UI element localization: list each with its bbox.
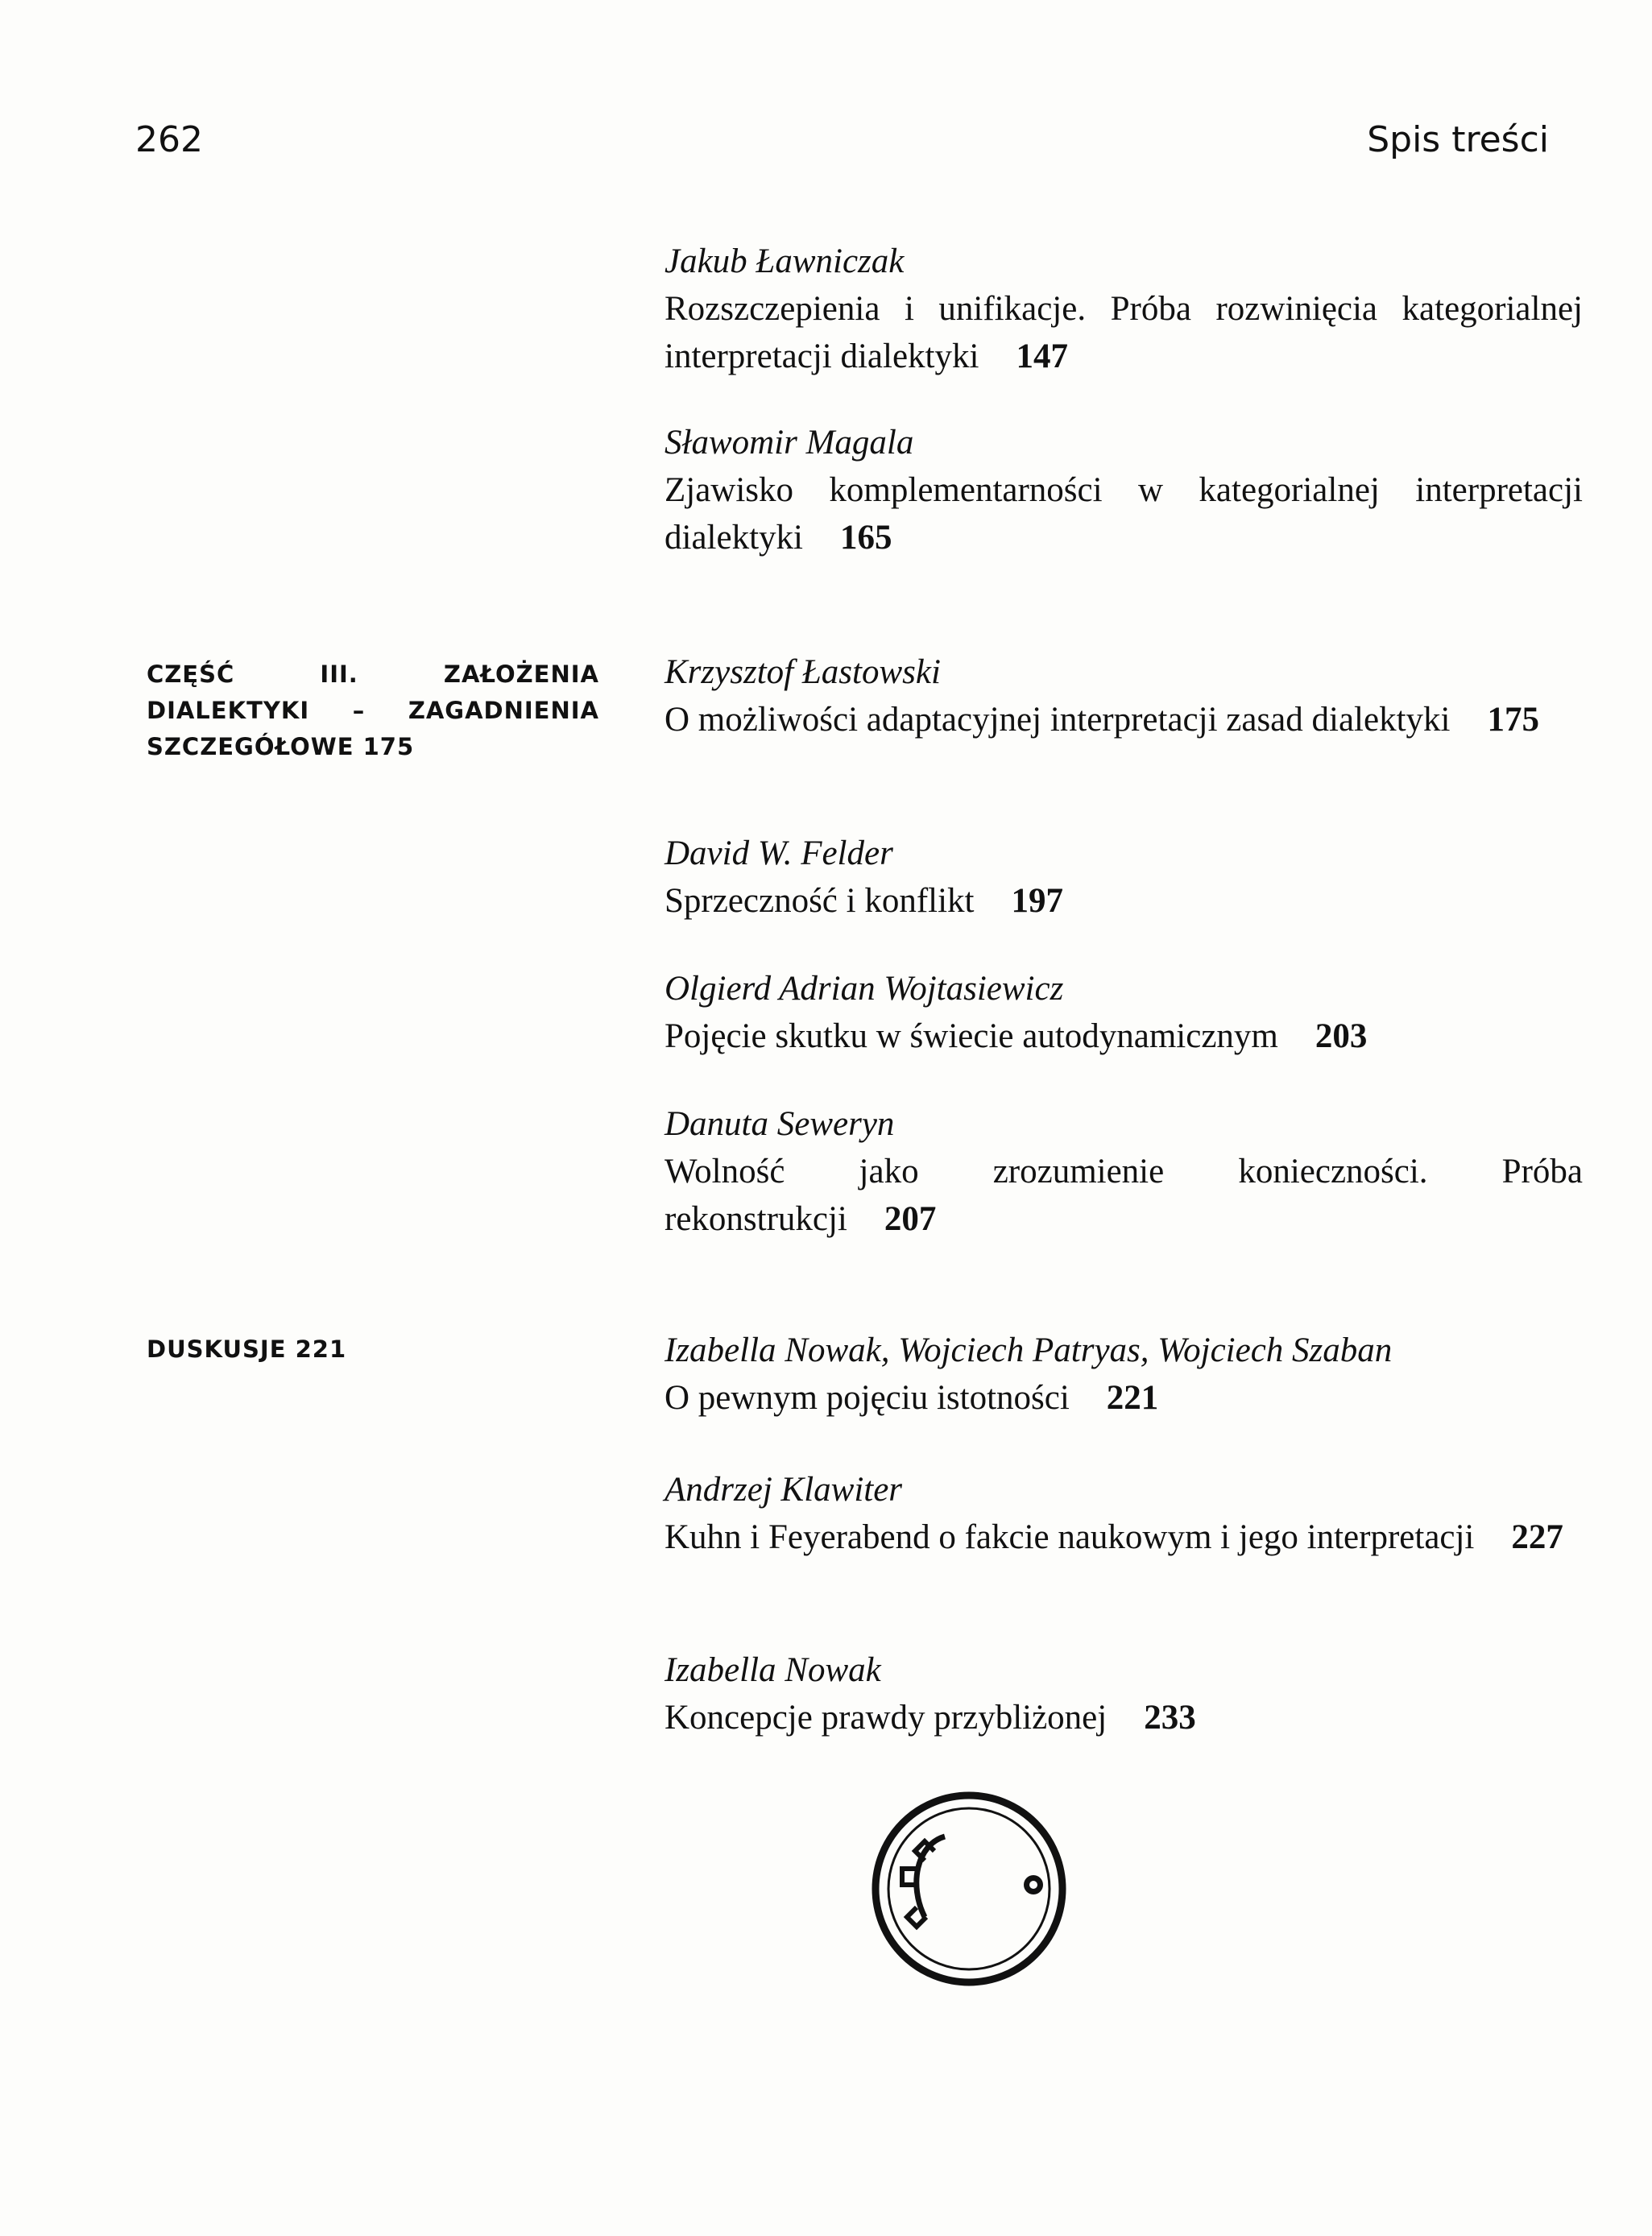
entry-author: Krzysztof Łastowski [665, 653, 941, 691]
entry-page-number: 227 [1511, 1518, 1563, 1556]
entry-title-text: Kuhn i Feyerabend o fakcie naukowym i jego interpretacji [665, 1518, 1475, 1556]
section-heading-discussions: DUSKUSJE 221 [147, 1335, 347, 1363]
entry-author: Olgierd Adrian Wojtasiewicz [665, 970, 1064, 1008]
page-number: 262 [135, 119, 203, 160]
entry-title [665, 1694, 1583, 1741]
entry-title-text: Sprzeczność i konflikt [665, 882, 975, 920]
running-title: Spis treści [1367, 119, 1549, 160]
toc-entry [665, 1646, 1583, 1741]
entry-title [665, 466, 1583, 561]
entry-author: Andrzej Klawiter [665, 1471, 903, 1509]
entry-author: Jakub Ławniczak [665, 242, 905, 280]
entry-page-number: 233 [1144, 1699, 1196, 1737]
entry-title-text: Zjawisko komplementarności w kategorialnej interpretacji dialektyki [665, 471, 1583, 557]
entry-title-text: Koncepcje prawdy przybliżonej [665, 1699, 1108, 1737]
entry-page-number: 175 [1487, 701, 1539, 739]
entry-title [665, 1012, 1583, 1060]
entry-title-text: Rozszczepienia i unifikacje. Próba rozwinięcia kategorialnej interpretacji dialektyki [665, 290, 1583, 375]
entry-title [665, 877, 1583, 925]
entry-title-text: Pojęcie skutku w świecie autodynamicznym [665, 1017, 1278, 1055]
toc-entry [665, 830, 1583, 925]
toc-entry [665, 1100, 1583, 1243]
entry-title-text: O możliwości adaptacyjnej interpretacji zasad dialektyki [665, 701, 1451, 739]
toc-entry [665, 238, 1583, 380]
entry-title [665, 1148, 1583, 1243]
entry-title [665, 285, 1583, 380]
entry-page-number: 221 [1106, 1379, 1159, 1417]
entry-title [665, 1374, 1583, 1422]
entry-page-number: 203 [1315, 1017, 1368, 1055]
entry-title-text: O pewnym pojęciu istotności [665, 1379, 1070, 1417]
toc-entry [665, 648, 1583, 743]
entry-author: David W. Felder [665, 834, 893, 872]
entry-page-number: 207 [884, 1200, 937, 1238]
entry-author: Izabella Nowak, Wojciech Patryas, Wojciech Szaban [665, 1331, 1393, 1369]
toc-entry [665, 419, 1583, 561]
entry-author: Izabella Nowak [665, 1651, 881, 1689]
toc-entry [665, 965, 1583, 1060]
entry-title [665, 696, 1583, 743]
entry-page-number: 147 [1016, 337, 1068, 375]
section-heading-part-3: CZĘŚĆ III. ZAŁOŻENIA DIALEKTYKI – ZAGADNIENIA SZCZEGÓŁOWE 175 [147, 660, 599, 760]
library-stamp [868, 1788, 1070, 1990]
entry-title [665, 1513, 1583, 1561]
entry-title-text: Wolność jako zrozumienie konieczności. Próba rekonstrukcji [665, 1153, 1583, 1238]
entry-author: Sławomir Magala [665, 424, 914, 462]
entry-page-number: 197 [1011, 882, 1064, 920]
entry-author: Danuta Seweryn [665, 1105, 895, 1143]
toc-entry [665, 1466, 1583, 1561]
toc-entry [665, 1327, 1583, 1422]
entry-page-number: 165 [839, 519, 892, 557]
